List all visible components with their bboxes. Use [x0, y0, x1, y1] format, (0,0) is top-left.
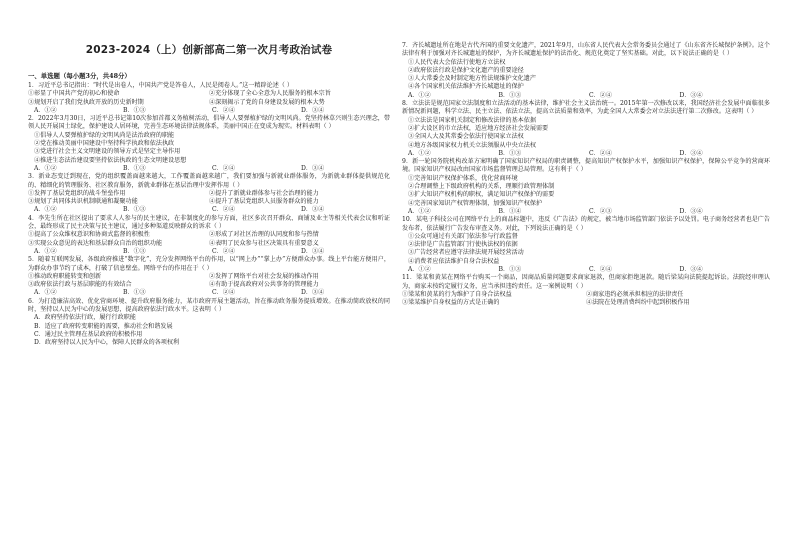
option-group [402, 299, 770, 307]
option-group [28, 99, 390, 107]
answer-choice: B．①③ [123, 164, 146, 172]
answer-choice: D．③④ [679, 91, 703, 99]
question-text: 10．某电子科技公司在网络平台上的商品标题中，违反《广告法》的规定，被当地市场监管部门依法予以处罚。电子商务经营者也是广告发布者，依法履行广告发布审查义务。对此，下列说法正确的是（ ） [402, 216, 770, 232]
answer-choice: B．①③ [123, 206, 146, 214]
question-text: 4．李先生所在社区提出了要求人人参与的民主建议，在非制度化的参与方面，社区多次召开群众、商铺及业主等相关代表会议和听证会，最终形成了民主决策与民主建议，通过多种渠道反映群众的诉求（ ） [28, 214, 390, 231]
option-group [28, 90, 390, 98]
statement-option: ③全国人大及其常委会依法行使国家立法权 [408, 133, 524, 141]
answer-choice: A．①② [34, 164, 57, 172]
statement-option: ②党在推动美丽中国建设中坚持科学执政和依法执政 [34, 140, 175, 148]
answer-choice: C．②④ [212, 164, 235, 172]
statement-option: ①倡导人人要弹植护绿的文明风尚是法治政府的职能 [34, 131, 175, 139]
statement-option: ③政府依法行政与基层职能的有效结合 [28, 281, 132, 289]
right-questions [402, 42, 770, 308]
question-text: 2．2022年3月30日，习近平总书记第10次参加首都义务植树活动，倡导人人要弹植护绿的文明风尚。党坚持林草兴则生态兴理念，带领人民开展国土绿化，保护建设人居环境，完善生态环境法律法规体系，美丽中国正在变成为现实。材料表明（ ） [28, 115, 390, 131]
statement-option: ①发挥了基层党组织的战斗堡垒作用 [28, 189, 126, 197]
statement-option: ②商家违约必须承担相应的法律责任 [586, 290, 684, 298]
statement-option: ②合理调整上下级政府机构的关系，理顺行政管理体制 [408, 183, 555, 191]
statement-option: ④地方各级国家权力机关立法须服从中央立法权 [408, 141, 536, 149]
option-group [402, 233, 770, 266]
answer-choice: B．①③ [123, 289, 146, 297]
left-column [28, 0, 390, 348]
statement-option: ①公众可通过有关部门依法参与行政监督 [408, 232, 518, 240]
statement-option: ④完善国家知识产权管理体制，加强知识产权保护 [408, 199, 543, 207]
statement-option: ③人大常委会及时制定地方性法规维护文化遗产 [408, 75, 536, 83]
option-group [28, 289, 390, 297]
statement-option: ②充分体现了全心全意为人民服务的根本宗旨 [209, 90, 331, 98]
statement-option: B．适应了政府转变职能的需要，推动社会和谐发展 [34, 322, 173, 330]
statement-option: ①人民代表大会依法行使地方立法权 [408, 58, 506, 66]
option-group [28, 132, 390, 165]
answer-choice: B．①④ [498, 207, 522, 215]
exam-title: 2023-2024（上）创新部高二第一次月考政治试卷 [85, 44, 333, 56]
answer-choice: D．③④ [679, 149, 703, 157]
statement-option: ④消费者应依法维护自身合法权益 [408, 257, 500, 265]
option-group [28, 314, 390, 347]
option-group [28, 248, 390, 256]
answer-choice: A．①② [34, 289, 57, 297]
statement-option: ①彰显了中国共产党的初心和使命 [28, 90, 120, 98]
answer-choice: D．③④ [301, 289, 325, 297]
question-text: 5．随着互联网发展，各级政府推进“数字化”，充分发挥网络平台的作用，以“网上办”“掌上办”方便群众办事。线上平台能方便用户，为群众办事节约了成本，打破了信息壁垒。网络平台的作用在于（ ） [28, 256, 390, 272]
answer-choice: C．②④ [212, 206, 235, 214]
answer-choice: A．①② [408, 266, 431, 274]
statement-option: ①提高了公众维权意识和协商式监督的积极性 [28, 231, 150, 239]
answer-choice: B．①③ [123, 247, 146, 255]
answer-choice: C．②④ [212, 106, 235, 114]
option-group [402, 150, 770, 158]
option-group [28, 281, 390, 289]
statement-option: ④表明了民众参与社区决策具有重要意义 [209, 239, 319, 247]
question-text: 9．新一轮国务院机构改革方案明确了国家知识产权局的职责调整，提高知识产权保护水平，加强知识产权保护，保障公平竞争的营商环境。国家知识产权局改由国家市场监督管理总局管理。这有利于（ ） [402, 158, 770, 174]
option-group [402, 92, 770, 100]
option-group [402, 208, 770, 216]
statement-option: ②发挥了网络平台对社会发展的推动作用 [209, 272, 319, 280]
statement-option: ③实现公众意见的表达和基层群众自治的组织功能 [28, 239, 163, 247]
statement-option: C．通过民主管理在基层政府的积极作用 [34, 330, 143, 338]
statement-option: ③广告经营者应遵守法律法规开展经营活动 [408, 249, 524, 257]
statement-option: ②形成了对社区治理的认同度和参与热情 [209, 231, 319, 239]
statement-option: ①推动政府职能转变和创新 [28, 272, 102, 280]
option-group [402, 175, 770, 208]
answer-choice: A．①② [34, 206, 57, 214]
option-group [28, 198, 390, 206]
answer-choice: B．①③ [123, 106, 146, 114]
statement-option: ④提升了基层党组织人员服务群众的能力 [209, 198, 319, 206]
answer-choice: C．②③ [589, 207, 612, 215]
answer-choice: A．①② [408, 207, 431, 215]
option-group [28, 231, 390, 239]
question-text: 1．习近平总书记指出：“时代是出卷人，中国共产党是答卷人，人民是阅卷人。”这一精辟论述（ ） [28, 82, 293, 89]
question-text: 3．新业态变迁到现在，党的组织覆盖面越来越大，工作覆盖面越来越广，我们要加强与新就业群体服务，为新就业群体提供规范化的、精细化的管理服务、社区教育服务，新就业群体在基层治理中发挥作用（ ） [28, 173, 390, 189]
answer-choice: A．①② [408, 91, 431, 99]
statement-option: ④推进生态法治建设要坚持依法执政的生态文明建设思想 [34, 156, 187, 164]
statement-option: ③扩大知识产权机构的职权，满足知识产权保护的需要 [408, 191, 555, 199]
question-text: 11．梁某和黄某在网络平台购买一个商品，因商品质量问题要求商家退款，但商家拒绝退款。随后梁某向法院提起诉讼。法院经审理认为，商家未按约定履行义务，应当承担违约责任。这一案例说明（ ） [402, 274, 770, 290]
answer-choice: D．③④ [301, 206, 325, 214]
statement-option: ④法院在处理消费纠纷中起到积极作用 [586, 299, 690, 307]
statement-option: ④有助于提高政府对公共事务的管理能力 [209, 281, 319, 289]
answer-choice: B．①③ [498, 91, 522, 99]
statement-option: ②扩大设区的市立法权，适应地方经济社会发展需要 [408, 124, 549, 132]
statement-option: ①完善知识产权保护体系，优化营商环境 [408, 174, 518, 182]
answer-choice: C．②④ [212, 247, 235, 255]
answer-choice: D．③④ [679, 266, 703, 274]
answer-choice: D．③④ [301, 106, 325, 114]
option-group [402, 59, 770, 92]
statement-option: A．政府坚持依法行政，履行行政职能 [34, 314, 136, 322]
answer-choice: C．②④ [212, 289, 235, 297]
option-group [28, 190, 390, 198]
statement-option: ②提升了新就业群体参与社会治理的能力 [209, 189, 319, 197]
answer-choice: A．①② [34, 106, 57, 114]
answer-choice: A．①② [408, 149, 431, 157]
answer-choice: C．②④ [589, 91, 612, 99]
answer-choice: C．②④ [589, 266, 612, 274]
option-group [28, 240, 390, 248]
right-column [402, 0, 770, 308]
answer-choice: D．③④ [679, 207, 703, 215]
statement-option: D．政府坚持以人民为中心，保障人民群众的各项权利 [34, 339, 180, 347]
statement-option: ③梁某维护自身权益的方式是正确的 [402, 299, 500, 307]
option-group [28, 107, 390, 115]
answer-choice: A．①② [34, 247, 57, 255]
answer-choice: D．③④ [301, 247, 325, 255]
answer-choice: D．③④ [301, 164, 325, 172]
option-group [402, 291, 770, 299]
question-text: 7．齐长城遗址所在地是古代齐国的重要文化遗产，2021年9月，山东省人民代表大会常务委员会通过了《山东省齐长城保护条例》。这个法律有利于加强对齐长城遗址的保护，为齐长城遗址保护的法治化、规范化奠定了坚实基础。对此，以下说法正确的是（ ） [402, 42, 770, 58]
statement-option: ③党进行社会主义文明建设的领导方式是坚定主导作用 [34, 148, 181, 156]
statement-option: ②政府依法行政是保护文化遗产的重要途径 [408, 66, 524, 74]
statement-option: ③规划了共同体共识机制联通和凝聚功能 [28, 198, 138, 206]
answer-choice: B．①③ [498, 266, 522, 274]
statement-option: ②法律是广告监管部门行使执法权的依据 [408, 241, 518, 249]
option-group [402, 117, 770, 150]
statement-option: ④各个国家机关依法维护齐长城遗址的保护 [408, 83, 524, 91]
option-group [28, 206, 390, 214]
option-group [28, 273, 390, 281]
section-heading: 一、单选题（每小题3分，共48分） [28, 72, 131, 80]
statement-option: ③规划开启了我们党执政开放的历史新时期 [28, 98, 144, 106]
statement-option: ①立法法是国家机关制定和修改法律的基本依据 [408, 116, 536, 124]
question-text: 6．为打造廉洁高效、优化营商环境、提升政府服务能力，某市政府开展主题活动，旨在推动政务服务提质增效。在推动简政放权的同时，坚持以人民为中心的发展思想，提高政府依法行政水平。这表明（ ） [28, 297, 390, 314]
answer-choice: B．①③ [498, 149, 522, 157]
statement-option: ④深刻揭示了党的自身建设发展的根本大势 [209, 98, 325, 106]
question-text: 8．立法法是规范国家立法制度和立法活动的基本法律，维护社会主义法治统一。2015年第一次修改以来，我国经济社会发展中面临很多新情况新问题，科学立法、民主立法、依法立法，提高立法质量和效率，为此全国人大常委会对立法法进行第二次修改。这表明（ ） [402, 100, 770, 116]
statement-option: ①梁某和黄某的行为维护了自身合法权益 [402, 290, 512, 298]
answer-choice: C．②④ [589, 149, 612, 157]
left-questions [28, 82, 390, 348]
